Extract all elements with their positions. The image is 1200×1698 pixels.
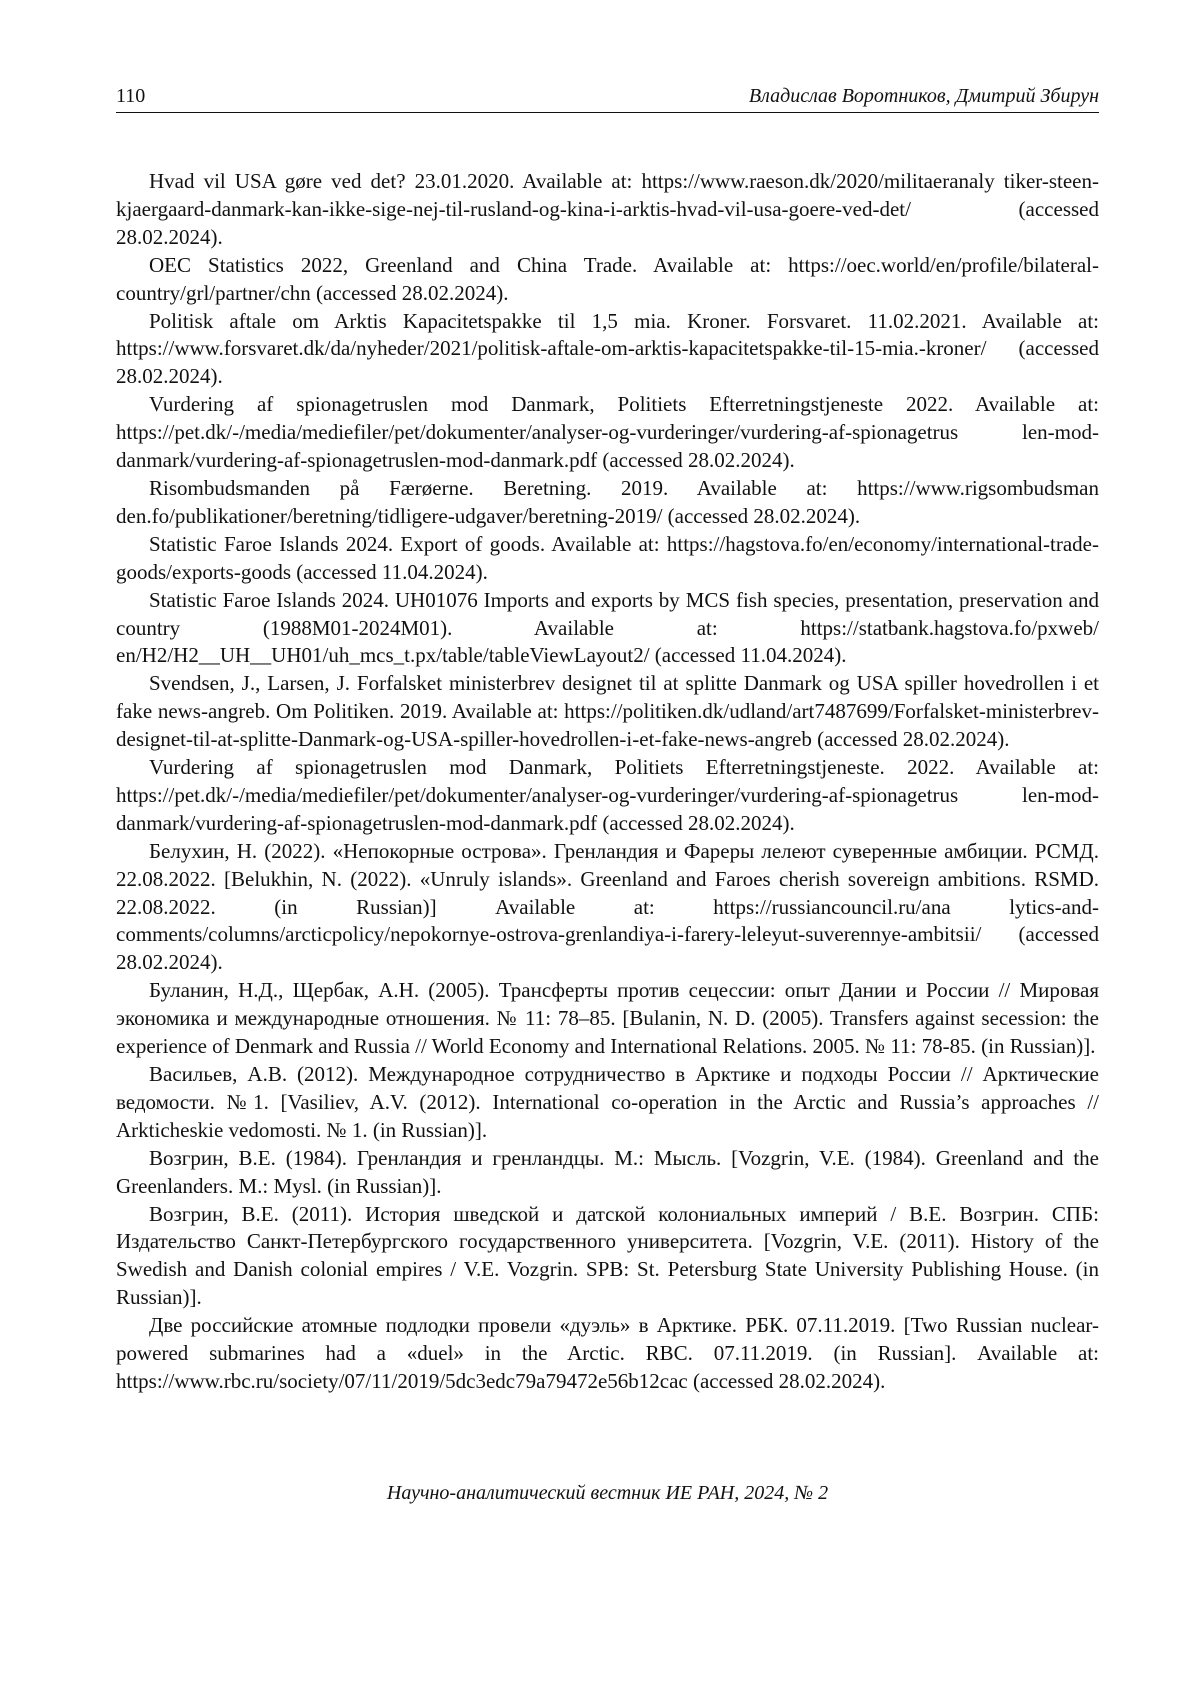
running-header [116, 84, 1099, 113]
reference-item: Белухин, Н. (2022). «Непокорные острова». Гренландия и Фареры лелеют суверенные амбиции. РСМД. 22.08.2022. [Belukhin, N. (2022). «Unruly islands». Greenland and Faroes cherish sovereign ambitions. RSMD. 22.08.2022. (in Russian)] Available at: https://russiancouncil.ru/ana lytics-and-comments/columns/arcticpolicy/nepokornye-ostrova-grenlandiya-i-farery-leleyut-suverennye-ambitsii/ (accessed 28.02.2024). [116, 838, 1099, 975]
reference-item: Vurdering af spionagetruslen mod Danmark, Politiets Efterretningstjeneste 2022. Available at: https://pet.dk/-/media/mediefiler/pet/dokumenter/analyser-og-vurderinger/vurdering-af-spionagetrus len-mod-danmark/vurdering-af-spionagetruslen-mod-danmark.pdf (accessed 28.02.2024). [116, 392, 1099, 473]
reference-item: Statistic Faroe Islands 2024. UH01076 Imports and exports by MCS fish species, presentation, preservation and country (1988M01-2024M01). Available at: https://statbank.hagstova.fo/pxweb/ en/H2/H2__UH__UH01/uh_mcs_t.px/table/tableViewLayout2/ (accessed 11.04.2024). [116, 587, 1099, 668]
reference-item: Risombudsmanden på Færøerne. Beretning. 2019. Available at: https://www.rigsombudsman den.fo/publikationer/beretning/tidligere-udgaver/beretning-2019/ (accessed 28.02.2024). [116, 475, 1099, 528]
reference-list [116, 168, 1099, 1396]
reference-item: Politisk aftale om Arktis Kapacitetspakke til 1,5 mia. Kroner. Forsvaret. 11.02.2021. Available at: https://www.forsvaret.dk/da/nyheder/2021/politisk-aftale-om-arktis-kapacitetspakke-til-15-mia.-kroner/ (accessed 28.02.2024). [116, 308, 1099, 389]
reference-item: Буланин, Н.Д., Щербак, А.Н. (2005). Трансферты против сецессии: опыт Дании и России // Мировая экономика и международные отношения. № 11: 78–85. [Bulanin, N. D. (2005). Transfers against secession: the experience of Denmark and Russia // World Economy and International Relations. 2005. № 11: 78-85. (in Russian)]. [116, 978, 1099, 1059]
reference-item: Две российские атомные подлодки провели «дуэль» в Арктике. РБК. 07.11.2019. [Two Russian nuclear-powered submarines had a «duel» in the Arctic. RBC. 07.11.2019. (in Russian]. Available at: https://www.rbc.ru/society/07/11/2019/5dc3edc79a79472e56b12cac (accessed 28.02.2024). [116, 1313, 1099, 1393]
page-number: 110 [116, 85, 146, 107]
reference-item: Возгрин, В.Е. (1984). Гренландия и гренландцы. М.: Мысль. [Vozgrin, V.E. (1984). Greenland and the Greenlanders. M.: Mysl. (in Russian)]. [116, 1145, 1099, 1198]
reference-item: OEC Statistics 2022, Greenland and China Trade. Available at: https://oec.world/en/profile/bilateral-country/grl/partner/chn (accessed 28.02.2024). [116, 252, 1099, 305]
reference-item: Возгрин, В.Е. (2011). История шведской и датской колониальных империй / В.Е. Возгрин. СПБ: Издательство Санкт-Петербургского государственного университета. [Vozgrin, V.E. (2011). History of the Swedish and Danish colonial empires / V.E. Vozgrin. SPB: St. Petersburg State University Publishing House. (in Russian)]. [116, 1201, 1099, 1310]
journal-footer: Научно-аналитический вестник ИЕ РАН, 2024, № 2 [386, 1482, 829, 1504]
reference-item: Hvad vil USA gøre ved det? 23.01.2020. Available at: https://www.raeson.dk/2020/militaeranaly tiker-steen-kjaergaard-danmark-kan-ikke-sige-nej-til-rusland-og-kina-i-arktis-hvad-vil-usa-goere-ved-det/ (accessed 28.02.2024). [116, 169, 1099, 249]
header-authors: Владислав Воротников, Дмитрий Збирун [748, 85, 1099, 107]
reference-item: Statistic Faroe Islands 2024. Export of goods. Available at: https://hagstova.fo/en/economy/international-trade-goods/exports-goods (accessed 11.04.2024). [116, 531, 1099, 584]
reference-item: Svendsen, J., Larsen, J. Forfalsket ministerbrev designet til at splitte Danmark og USA spiller hovedrollen i et fake news-angreb. Om Politiken. 2019. Available at: https://politiken.dk/udland/art7487699/Forfalsket-ministerbrev-designet-til-at-splitte-Danmark-og-USA-spiller-hovedrollen-i-et-fake-news-angreb (accessed 28.02.2024). [116, 671, 1099, 752]
reference-item: Vurdering af spionagetruslen mod Danmark, Politiets Efterretningstjeneste. 2022. Available at: https://pet.dk/-/media/mediefiler/pet/dokumenter/analyser-og-vurderinger/vurdering-af-spionagetrus len-mod-danmark/vurdering-af-spionagetruslen-mod-danmark.pdf (accessed 28.02.2024). [116, 755, 1099, 835]
reference-item: Васильев, А.В. (2012). Международное сотрудничество в Арктике и подходы России // Арктические ведомости. №1. [Vasiliev, A.V. (2012). International co-operation in the Arctic and Russia’s approaches // Arkticheskie vedomosti. № 1. (in Russian)]. [116, 1062, 1099, 1142]
